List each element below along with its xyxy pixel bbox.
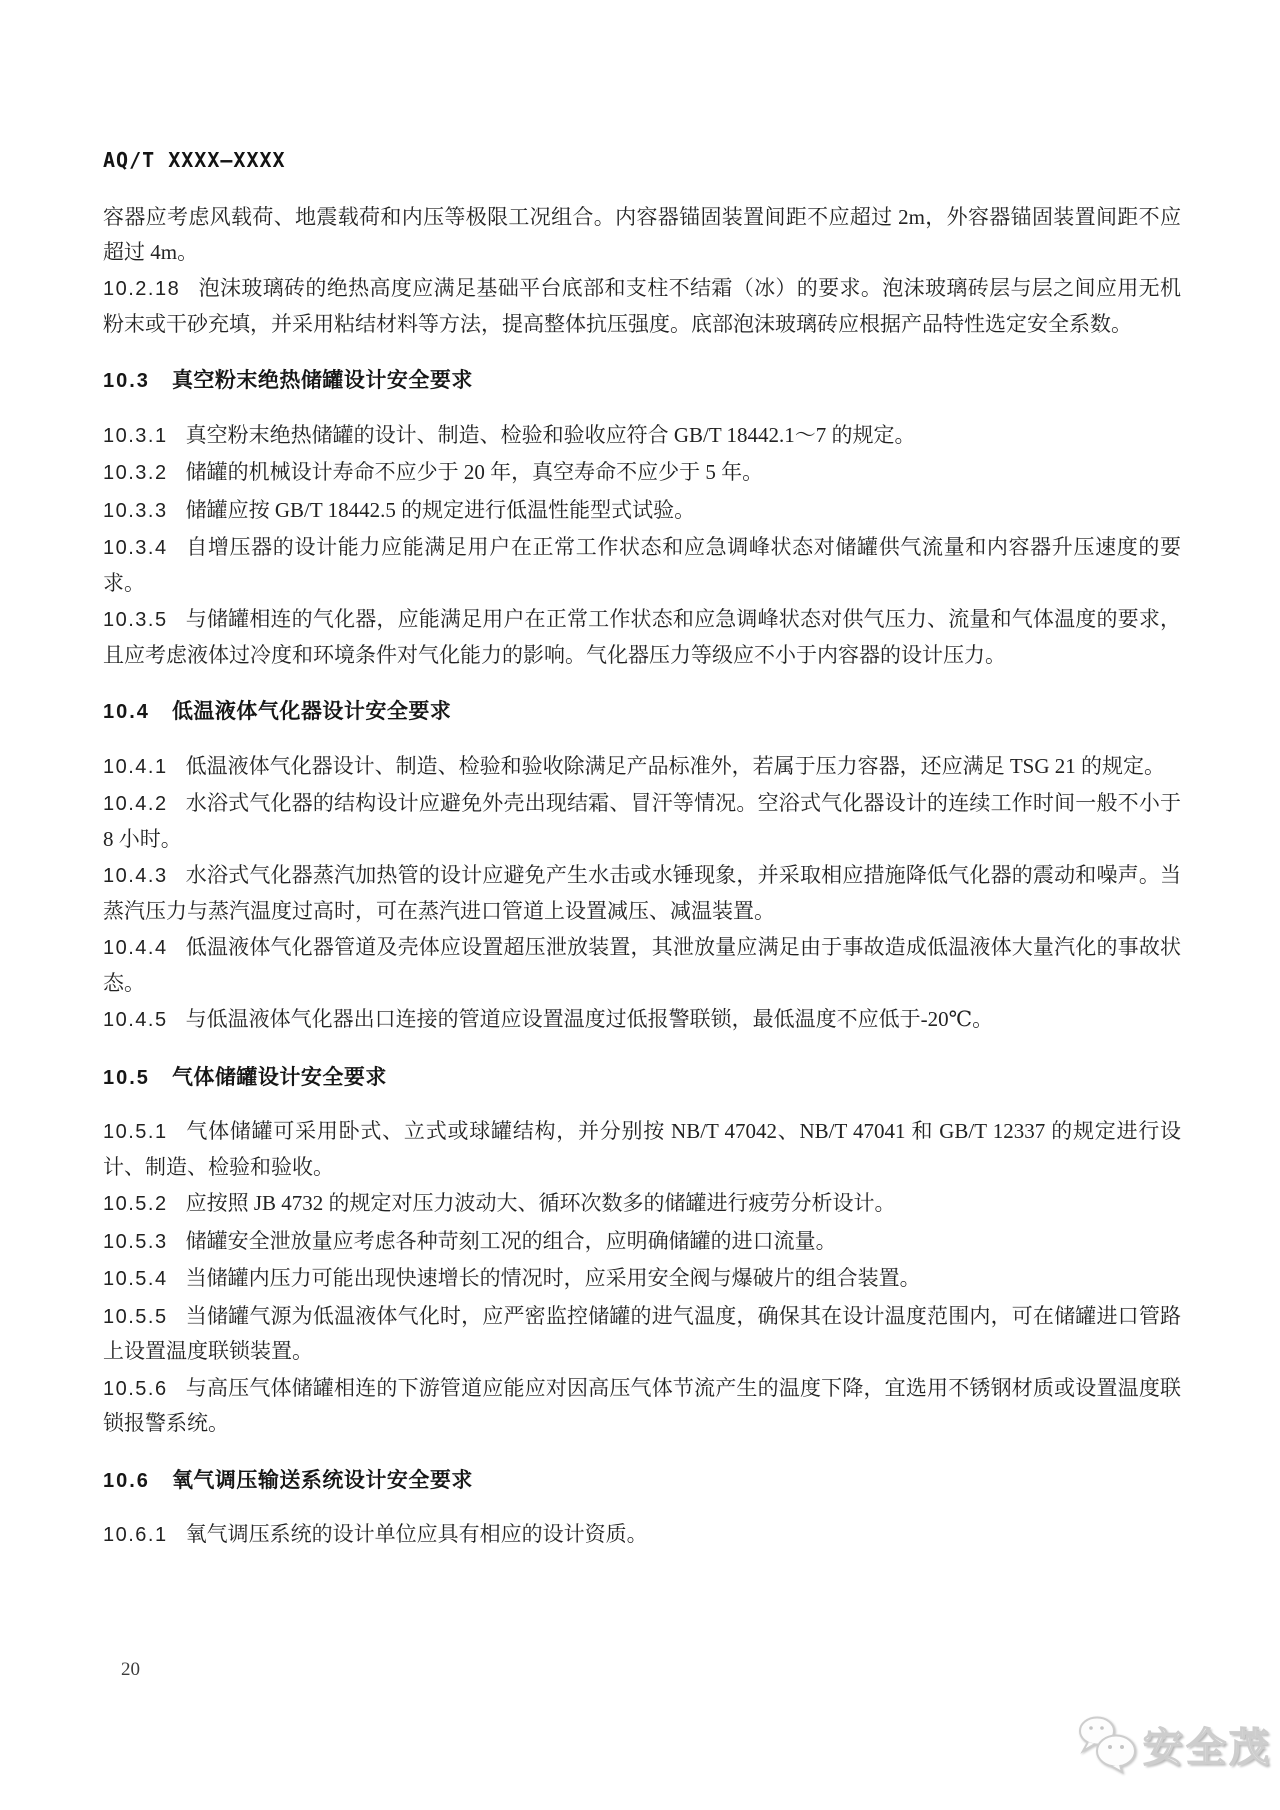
paragraph-continuation <box>103 200 1181 269</box>
clause-10-5-1 <box>103 1114 1181 1184</box>
clause-10-4-4 <box>103 930 1181 1000</box>
clause-text: 当储罐内压力可能出现快速增长的情况时，应采用安全阀与爆破片的组合装置。 <box>185 1266 921 1290</box>
clause-text: 储罐应按 GB/T 18442.5 的规定进行低温性能型式试验。 <box>185 497 696 522</box>
document-body <box>103 200 1181 1555</box>
clause-10-5-5 <box>103 1299 1181 1369</box>
section-number: 10.4 <box>103 701 150 723</box>
clause-number: 10.4.1 <box>103 755 168 778</box>
page-number: 20 <box>121 1659 140 1680</box>
clause-number: 10.5.1 <box>103 1121 168 1143</box>
clause-10-5-3 <box>103 1224 1181 1260</box>
clause-text: 水浴式气化器的结构设计应避免外壳出现结霜、冒汗等情况。空浴式气化器设计的连续工作时间一般不小于 8 小时。 <box>103 791 1181 851</box>
clause-10-5-2 <box>103 1186 1181 1222</box>
clause-number: 10.6.1 <box>103 1524 168 1546</box>
clause-number: 10.5.3 <box>103 1230 168 1253</box>
watermark-label: 安全茂 <box>1143 1725 1272 1770</box>
watermark <box>1076 1714 1272 1774</box>
clause-text: 与高压气体储罐相连的下游管道应能应对因高压气体节流产生的温度下降，宜选用不锈钢材质或设置温度联锁报警系统。 <box>103 1375 1181 1435</box>
wechat-bubbles-icon <box>1076 1714 1138 1774</box>
clause-number: 10.5.6 <box>103 1377 168 1400</box>
clause-text: 泡沫玻璃砖的绝热高度应满足基础平台底部和支柱不结霜（冰）的要求。泡沫玻璃砖层与层之间应用无机粉末或干砂充填，并采用粘结材料等方法，提高整体抗压强度。底部泡沫玻璃砖应根据产品特性选定安全系数。 <box>103 276 1181 336</box>
clause-number: 10.4.5 <box>103 1009 168 1031</box>
clause-text: 气体储罐可采用卧式、立式或球罐结构，并分别按 NB/T 47042、NB/T 47041 和 GB/T 12337 的规定进行设计、制造、检验和验收。 <box>103 1119 1181 1179</box>
clause-number: 10.3.5 <box>103 609 168 631</box>
clause-number: 10.3.4 <box>103 537 168 559</box>
section-number: 10.6 <box>103 1469 150 1492</box>
clause-10-4-3 <box>103 858 1181 928</box>
clause-number: 10.2.18 <box>103 278 181 300</box>
clause-text: 应按照 JB 4732 的规定对压力波动大、循环次数多的储罐进行疲劳分析设计。 <box>185 1191 896 1215</box>
paragraph-text: 容器应考虑风载荷、地震载荷和内压等极限工况组合。内容器锚固装置间距不应超过 2m，外容器锚固装置间距不应超过 4m。 <box>103 205 1181 264</box>
section-number: 10.3 <box>103 370 150 392</box>
clause-10-3-4 <box>103 530 1181 600</box>
clause-text: 水浴式气化器蒸汽加热管的设计应避免产生水击或水锤现象，并采取相应措施降低气化器的震动和噪声。当蒸汽压力与蒸汽温度过高时，可在蒸汽进口管道上设置减压、减温装置。 <box>103 863 1181 923</box>
clause-number: 10.4.3 <box>103 865 168 887</box>
clause-10-2-18 <box>103 271 1181 341</box>
clause-10-3-5 <box>103 602 1181 672</box>
clause-10-3-2 <box>103 455 1181 491</box>
clause-text: 储罐的机械设计寿命不应少于 20 年，真空寿命不应少于 5 年。 <box>185 460 764 484</box>
section-title: 低温液体气化器设计安全要求 <box>171 700 452 723</box>
clause-number: 10.5.2 <box>103 1193 168 1215</box>
clause-text: 真空粉末绝热储罐的设计、制造、检验和验收应符合 GB/T 18442.1～7 的规定。 <box>185 422 916 447</box>
clause-number: 10.4.4 <box>103 937 168 959</box>
section-title: 气体储罐设计安全要求 <box>171 1065 387 1089</box>
section-heading-10-4 <box>103 695 1181 730</box>
clause-number: 10.3.3 <box>103 499 168 522</box>
clause-10-3-1 <box>103 418 1181 454</box>
clause-number: 10.3.2 <box>103 462 168 484</box>
clause-10-4-1 <box>103 749 1181 785</box>
clause-number: 10.4.2 <box>103 793 168 815</box>
clause-10-6-1 <box>103 1517 1181 1553</box>
clause-number: 10.5.5 <box>103 1305 168 1328</box>
clause-text: 与储罐相连的气化器，应能满足用户在正常工作状态和应急调峰状态对供气压力、流量和气体温度的要求，且应考虑液体过冷度和环境条件对气化能力的影响。气化器压力等级应不小于内容器的设计压力。 <box>103 607 1181 667</box>
clause-10-5-4 <box>103 1261 1181 1297</box>
clause-text: 低温液体气化器设计、制造、检验和验收除满足产品标准外，若属于压力容器，还应满足 TSG 21 的规定。 <box>185 753 1166 778</box>
clause-text: 储罐安全泄放量应考虑各种苛刻工况的组合，应明确储罐的进口流量。 <box>185 1228 837 1253</box>
section-title: 真空粉末绝热储罐设计安全要求 <box>171 369 473 392</box>
section-title: 氧气调压输送系统设计安全要求 <box>171 1468 473 1492</box>
section-number: 10.5 <box>103 1066 150 1089</box>
clause-number: 10.5.4 <box>103 1268 168 1290</box>
running-header: AQ/T XXXX—XXXX <box>103 148 286 172</box>
clause-10-4-5 <box>103 1002 1181 1038</box>
clause-text: 当储罐气源为低温液体气化时，应严密监控储罐的进气温度，确保其在设计温度范围内，可在储罐进口管路上设置温度联锁装置。 <box>103 1303 1181 1363</box>
clause-text: 自增压器的设计能力应能满足用户在正常工作状态和应急调峰状态对储罐供气流量和内容器升压速度的要求。 <box>103 535 1181 595</box>
clause-10-5-6 <box>103 1371 1181 1441</box>
clause-10-4-2 <box>103 786 1181 856</box>
section-heading-10-3 <box>103 364 1181 399</box>
clause-text: 氧气调压系统的设计单位应具有相应的设计资质。 <box>185 1522 648 1546</box>
section-heading-10-6 <box>103 1464 1181 1499</box>
clause-10-3-3 <box>103 493 1181 529</box>
clause-number: 10.3.1 <box>103 424 168 447</box>
clause-text: 低温液体气化器管道及壳体应设置超压泄放装置，其泄放量应满足由于事故造成低温液体大量汽化的事故状态。 <box>103 935 1181 995</box>
clause-text: 与低温液体气化器出口连接的管道应设置温度过低报警联锁，最低温度不应低于-20℃。 <box>185 1007 994 1031</box>
section-heading-10-5 <box>103 1061 1181 1096</box>
